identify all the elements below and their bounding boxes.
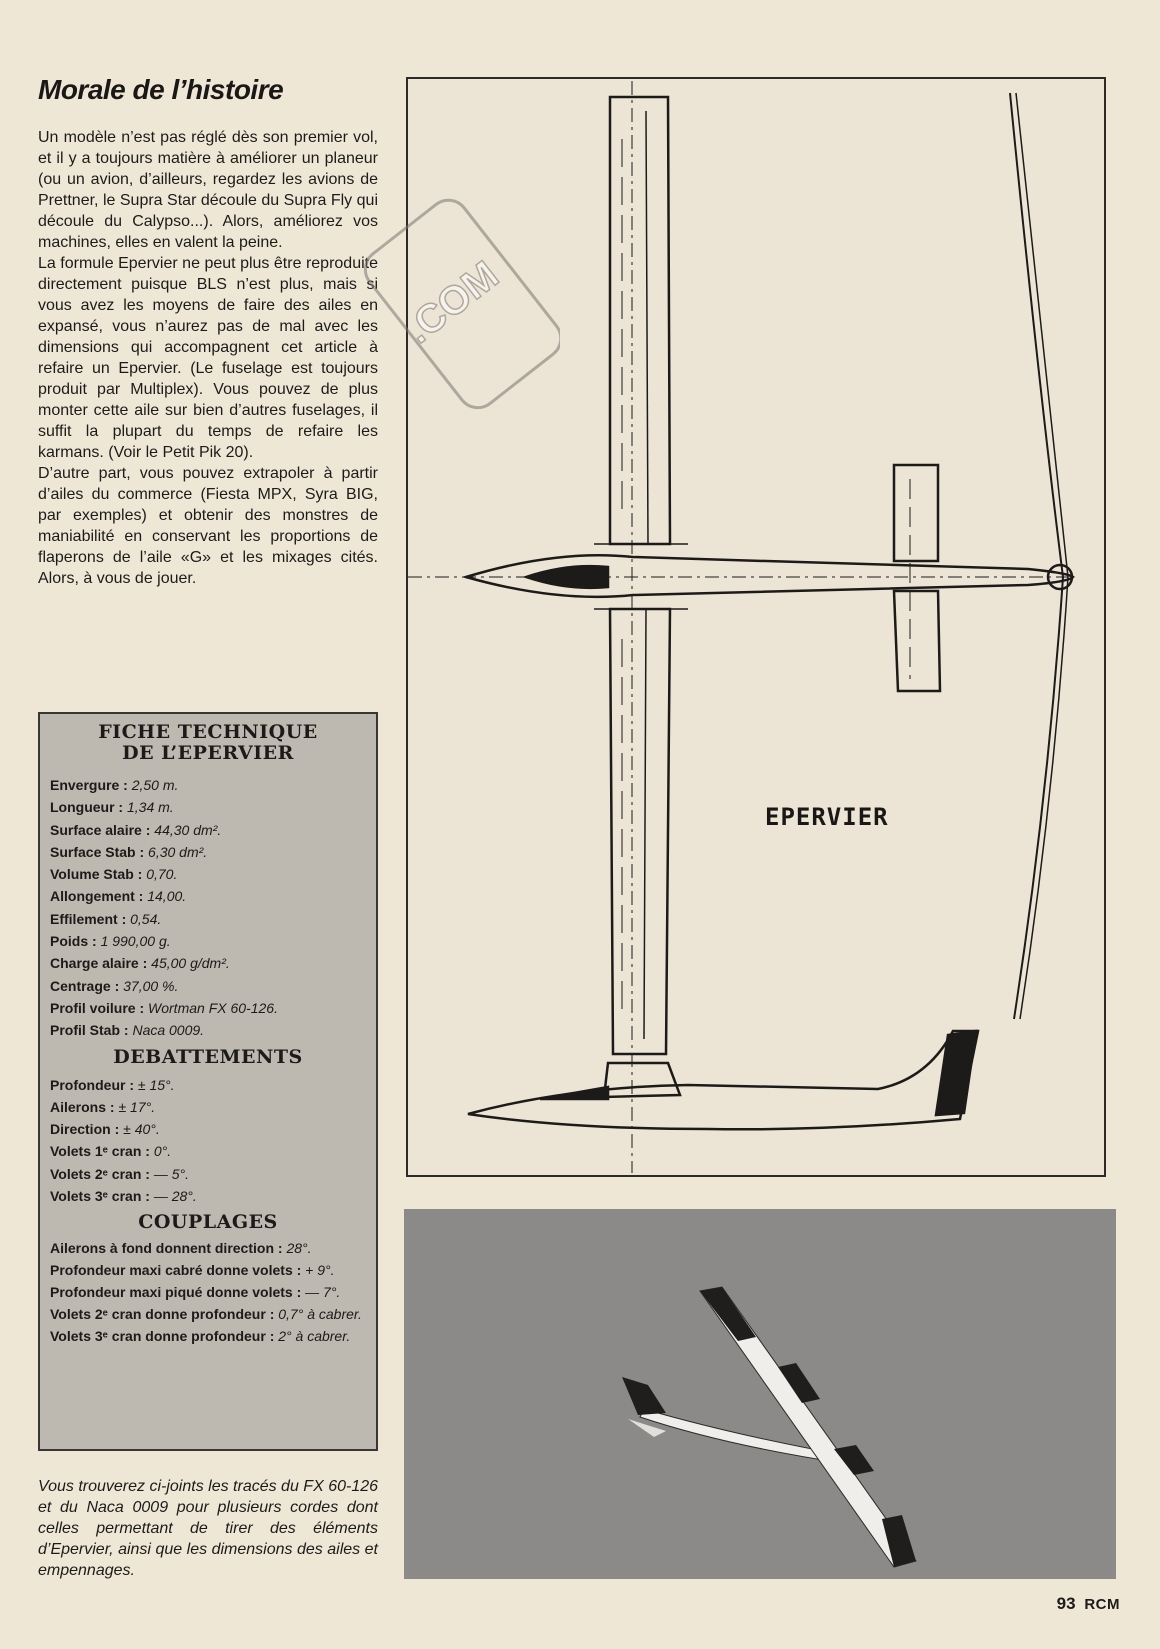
glider-plan-illustration — [408, 79, 1104, 1175]
spec-row — [50, 952, 366, 974]
spec-value: — 28°. — [153, 1188, 197, 1205]
spec-row — [50, 1096, 366, 1118]
spec-value: — 7°. — [305, 1284, 341, 1301]
spec-value: ± 15°. — [137, 1076, 175, 1093]
spec-label: Profil Stab : — [50, 1022, 129, 1039]
article-body — [38, 127, 378, 589]
page-footer — [1010, 1594, 1120, 1614]
spec-row — [50, 997, 366, 1019]
deflections-list — [50, 1074, 366, 1208]
figure-caption: Vous trouverez ci-joints les tracés du FX 60-126 et du Naca 0009 pour plusieurs cordes dont celles permettant de tirer des éléments d’Epervier, ainsi que les dimensions des ailes et empennages. — [38, 1478, 379, 1579]
specs-list — [50, 774, 366, 1042]
spec-row — [50, 975, 366, 997]
spec-value: 44,30 dm². — [154, 821, 222, 838]
drawing-title: EPERVIER — [765, 803, 889, 831]
spec-row — [50, 863, 366, 885]
spec-label: Envergure : — [50, 777, 128, 793]
spec-value: 2,50 m. — [131, 777, 179, 793]
article-heading: Morale de l’histoire — [38, 74, 284, 105]
paragraph: D’autre part, vous pouvez extrapoler à partir d’ailes du commerce (Fiesta MPX, Syra BIG, par exemples) et obtenir des monstres de maniabilité en conservant les proportions de flaperons de l’aile «G» et les mixages cités. Alors, à vous de jouer. — [38, 465, 378, 587]
spec-value: 2° à cabrer. — [278, 1328, 351, 1345]
spec-row — [50, 930, 366, 952]
spec-label: Profondeur maxi piqué donne volets : — [50, 1284, 302, 1301]
spec-row — [50, 1074, 366, 1096]
spec-row — [50, 1140, 366, 1162]
coupling-row — [50, 1261, 366, 1279]
spec-value: — 5°. — [153, 1165, 189, 1182]
tech-sheet-title-line: DE L’EPERVIER — [122, 742, 294, 764]
publication-logo: RCM — [1084, 1596, 1120, 1613]
spec-label: Profondeur maxi cabré donne volets : — [50, 1262, 302, 1279]
tech-sheet-box — [38, 712, 378, 1451]
coupling-row — [50, 1305, 366, 1323]
spec-row — [50, 819, 366, 841]
spec-value: ± 17°. — [118, 1098, 156, 1115]
spec-label: Surface Stab : — [50, 843, 145, 860]
paragraph: Un modèle n’est pas réglé dès son premier vol, et il y a toujours matière à améliorer un planeur (ou un avion, d’ailleurs, regardez les avions de Prettner, le Supra Star découle du Supra Fly qui découle du Calypso...). Alors, améliorez vos machines, elles en valent la peine. — [38, 129, 378, 251]
couplings-title: COUPLAGES — [138, 1211, 278, 1234]
spec-row — [50, 908, 366, 930]
spec-label: Volets 2ᵉ cran : — [50, 1165, 150, 1182]
spec-label: Volets 3ᵉ cran donne profondeur : — [50, 1328, 275, 1345]
glider-flight-photo — [404, 1209, 1116, 1579]
paragraph: La formule Epervier ne peut plus être reproduite directement puisque BLS n’est plus, mais si vous avez les moyens de faire des ailes en expansé, vous n’aurez pas de mal avec les dimensions qui accompagnent cet article à refaire un Epervier. (Le fuselage est toujours produit par Multiplex). Vous pouvez de plus monter cette aile sur bien d’autres fuselages, il suffit la plupart du temps de refaire les karmans. (Voir le Petit Pik 20). — [38, 255, 378, 461]
spec-row — [50, 774, 366, 796]
spec-value: 0,54. — [130, 910, 162, 927]
spec-value: 14,00. — [147, 888, 187, 905]
deflections-title: DEBATTEMENTS — [113, 1045, 303, 1068]
spec-label: Centrage : — [50, 977, 120, 994]
watermark-text: .COM — [397, 252, 507, 352]
spec-label: Profondeur : — [50, 1076, 134, 1093]
spec-value: 45,00 g/dm². — [151, 955, 230, 972]
spec-label: Surface alaire : — [50, 821, 151, 838]
glider-photo-illustration — [404, 1209, 1116, 1579]
three-view-drawing — [406, 77, 1106, 1177]
tech-sheet-title-line: FICHE TECHNIQUE — [98, 721, 318, 743]
spec-row — [50, 796, 366, 818]
spec-label: Profil voilure : — [50, 999, 145, 1016]
spec-label: Poids : — [50, 933, 97, 950]
spec-row — [50, 885, 366, 907]
spec-label: Longueur : — [50, 799, 124, 816]
spec-label: Volets 2ᵉ cran donne profondeur : — [50, 1306, 275, 1323]
spec-row — [50, 1163, 366, 1185]
spec-value: 0°. — [153, 1143, 172, 1160]
spec-row — [50, 1118, 366, 1140]
spec-value: 1 990,00 g. — [100, 933, 171, 950]
spec-value: Naca 0009. — [132, 1022, 205, 1039]
spec-label: Direction : — [50, 1121, 120, 1138]
coupling-row — [50, 1283, 366, 1301]
spec-value: 1,34 m. — [127, 799, 174, 816]
coupling-row — [50, 1239, 366, 1257]
spec-row — [50, 1019, 366, 1041]
spec-value: 6,30 dm². — [148, 843, 208, 860]
spec-label: Ailerons : — [50, 1098, 115, 1115]
tech-sheet-title — [50, 722, 366, 764]
spec-value: 0,7° à cabrer. — [278, 1306, 362, 1323]
coupling-row — [50, 1327, 366, 1345]
spec-value: 37,00 %. — [123, 977, 179, 994]
couplings-list — [50, 1239, 366, 1345]
spec-label: Allongement : — [50, 888, 144, 905]
spec-label: Volume Stab : — [50, 866, 143, 883]
spec-label: Volets 3ᵉ cran : — [50, 1188, 150, 1205]
spec-row — [50, 1185, 366, 1207]
spec-value: 0,70. — [146, 866, 178, 883]
spec-value: 28°. — [286, 1240, 312, 1257]
spec-value: ± 40°. — [123, 1121, 160, 1138]
spec-label: Effilement : — [50, 910, 127, 927]
spec-label: Ailerons à fond donnent direction : — [50, 1240, 283, 1257]
spec-row — [50, 841, 366, 863]
spec-label: Charge alaire : — [50, 955, 148, 972]
spec-value: + 9°. — [305, 1262, 335, 1279]
spec-label: Volets 1ᵉ cran : — [50, 1143, 150, 1160]
page-number: 93 — [1056, 1594, 1076, 1613]
spec-value: Wortman FX 60-126. — [148, 999, 278, 1016]
